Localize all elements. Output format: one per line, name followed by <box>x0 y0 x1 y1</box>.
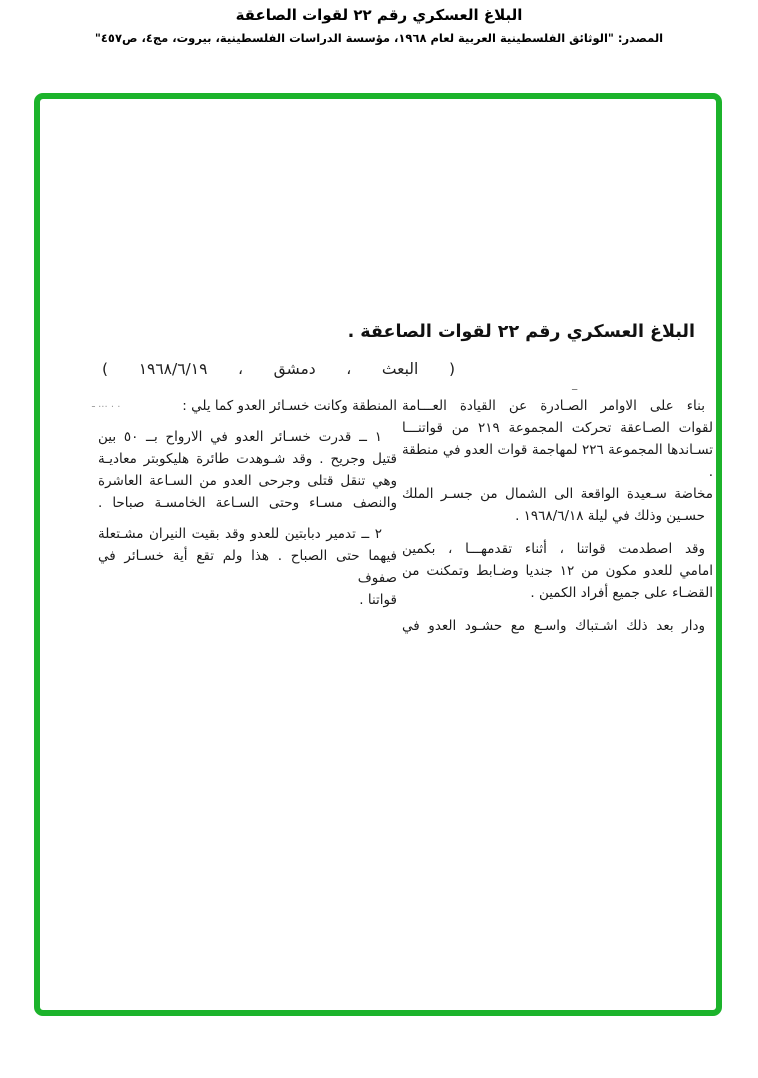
text-line: ٢ ــ تدمير دبابتين للعدو وقد بقيت النيران مشـتعلة <box>98 526 382 542</box>
text-line: قتيل وجريح . وقد شـوهدت طائرة هليكوبتر معاديـة <box>98 451 397 467</box>
scan-artifact-dash: ــ <box>572 383 578 393</box>
text-line: القضـاء على جميع أفراد الكمين . <box>530 585 713 601</box>
text-line: وقد اصطدمت قواتنا ، أثناء تقدمهـــا ، بكمين <box>402 541 705 557</box>
text-line: مخاضة سـعيدة الواقعة الى الشمال من جسـر الملك <box>402 486 713 502</box>
paragraph-losses-item-1 <box>98 426 397 514</box>
text-line: المنطقة وكانت خسـائر العدو كما يلي : <box>182 398 397 414</box>
paragraph-clash <box>402 615 713 637</box>
text-line: امامي للعدو مكون من ١٢ جنديا وضـابط وتمكنت من <box>402 563 713 579</box>
paragraph-ambush <box>402 538 713 604</box>
page-header-title: البلاغ العسكري رقم ٢٢ لقوات الصاعقة <box>235 6 523 24</box>
text-line: والنصف مسـاء وحتى السـاعة الخامسـة صباحا . <box>98 495 397 511</box>
scan-artifact-dots: ـ ... . . <box>92 399 121 410</box>
doc-dateline: ( البعث ، دمشق ، ١٩٦٨/٦/١٩ ) <box>102 360 455 378</box>
left-column <box>98 395 397 611</box>
text-line: وهي تنقل قتلى وجرحى العدو من السـاعة العاشرة <box>98 473 397 489</box>
text-line: لقوات الصـاعقة تحركت المجموعة ٢١٩ من قواتنـــا <box>402 420 713 436</box>
doc-title: البلاغ العسكري رقم ٢٢ لقوات الصاعقة . <box>347 322 695 342</box>
text-line: تسـاندها المجموعة ٢٢٦ لمهاجمة قوات العدو في منطقة . <box>402 442 714 480</box>
text-line: ١ ــ قدرت خسـائر العدو في الارواح بــ ٥٠ بين <box>98 429 382 445</box>
paragraph-losses-item-2 <box>98 523 397 611</box>
text-line: بناء على الاوامر الصـادرة عن القيادة العـــامة <box>402 398 705 414</box>
page-header-source: المصدر: "الوثائق الفلسطينية العربية لعام ١٩٦٨، مؤسسة الدراسات الفلسطينية، بيروت، مج٤، ص٤٥٧" <box>94 31 664 45</box>
text-line: فيهما حتى الصباح . هذا ولم تقع أية خسـائر في صفوف <box>98 548 397 586</box>
text-line: ودار بعد ذلك اشـتباك واسـع مع حشـود العدو في <box>402 618 705 634</box>
paragraph-losses-intro <box>98 395 397 417</box>
text-line: قواتنا . <box>359 592 397 608</box>
right-column <box>402 395 713 637</box>
text-line: حسـين وذلك في ليلة ١٩٦٨/٦/١٨ . <box>515 508 705 524</box>
paragraph-orders <box>402 395 713 527</box>
